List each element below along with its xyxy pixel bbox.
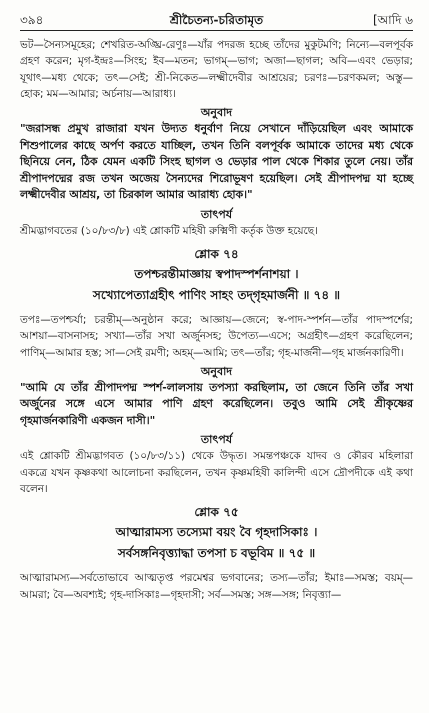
page-header <box>20 8 413 30</box>
translation-verse-73: "জরাসন্ধ প্রমুখ রাজারা যখন উদ্যত ধনুর্বাণ নিয়ে সেখানে দাঁড়িয়েছিল এবং আমাকে শিশুপালের কাছে অর্পণ করতে যাচ্ছিল, তখন তিনি বলপূর্বক আমাকে তাদের মধ্য থেকে ছিনিয়ে নেন, ঠিক যেমন একটি সিংহ ছাগল ও ভেড়ার পাল থেকে শিকার তুলে নেয়। তাঁর শ্রীপাদপদ্মের রজ তখন অজেয় সৈন্যদের শিরোভূষণ হয়েছিল। সেই শ্রীপাদপদ্ম যা হচ্ছে লক্ষ্মীদেবীর আশ্রয়, তা চিরকাল আমার আরাধ্য হোক।" <box>20 122 413 202</box>
verse-74-line-1: তপশ্চরন্তীমাজ্ঞায় স্বপাদস্পর্শনাশয়া । <box>134 266 299 281</box>
word-gloss-verse-73: ভট—সৈন্যসমূহের; শেখরিত-অঙ্ঘ্রি-রেণুঃ—যাঁর পদরজ হচ্ছে তাঁদের মুকুটমণি; নিন্যে—বলপূর্বক গ্রহণ করেন; মৃগ-ইন্দ্রঃ—সিংহ; ইব—মতন; ভাগম্—ভাগ; অজা—ছাগল; অবি—এবং ভেড়ার; যূথাৎ—মধ্য থেকে; তৎ—সেই; শ্রী-নিকেত—লক্ষ্মীদেবীর আশ্রয়ের; চরণঃ—চরণকমল; অস্তু—হোক; মম—আমার; অর্চনায়—আরাধ্য। <box>20 39 413 100</box>
word-gloss-verse-74: তপঃ—তপশ্চর্যা; চরন্তীম্—অনুষ্ঠান করে; আজ্ঞায়—জেনে; স্ব-পাদ-স্পর্শন—তাঁর পাদস্পর্শের; আশয়া—বাসনাসহ; সখ্যা—তাঁর সখা অর্জুনসহ; উপেত্য—এসে; অগ্রহীৎ—গ্রহণ করেছিলেন; পাণিম্—আমার হস্ত; সা—সেই রমণী; অহম্—আমি; তৎ—তাঁর; গৃহ-মার্জনী—গৃহ মার্জনকারিণী। <box>20 313 413 359</box>
word-gloss-verse-75: আত্মারামস্য—সর্বতোভাবে আত্মতৃপ্ত পরমেশ্বর ভগবানের; তস্য—তাঁর; ইমাঃ—সমস্ত; বয়ম্—আমরা; বৈ—অবশ্যই; গৃহ-দাসিকাঃ—গৃহদাসী; সর্ব—সমস্ত; সঙ্গ—সঙ্গ; নিবৃত্ত্যা— <box>20 572 413 601</box>
translation-heading: অনুবাদ <box>200 106 233 120</box>
verse-75-title: শ্লোক ৭৫ <box>194 505 239 520</box>
verse-75-line-1: আত্মারামস্য তস্যেমা বয়ং বৈ গৃহদাসিকাঃ । <box>115 525 318 540</box>
verse-74-title: শ্লোক ৭৪ <box>194 246 239 261</box>
purport-heading: তাৎপর্য <box>200 207 233 221</box>
verse-74-line-2: সখ্যোপেত্যাগ্রহীৎ পাণিং সাহং তদ্‌গৃহমার্জনী ॥ ৭৪ ॥ <box>92 287 341 302</box>
canto-chapter-label: [আদি ৬ <box>372 13 413 27</box>
purport-verse-73: শ্রীমদ্ভাগবতের (১০/৮৩/৮) এই শ্লোকটি মহিষী রুক্মিণী কর্তৃক উক্ত হয়েছে। <box>20 224 318 237</box>
translation-verse-74: "আমি যে তাঁর শ্রীপাদপদ্ম স্পর্শ-লালসায় তপস্যা করছিলাম, তা জেনে তিনি তাঁর সখা অর্জুনের সঙ্গে এসে আমার পাণি গ্রহণ করেছিলেন। তবুও আমি সেই শ্রীকৃষ্ণের গৃহমার্জনকারিণী একজন দাসী।" <box>20 380 413 427</box>
purport-verse-74: এই শ্লোকটি শ্রীমদ্ভাগবত (১০/৮৩/১১) থেকে উদ্ধৃত। সমন্তপঞ্চকে যাদব ও কৌরব মহিলারা একত্রে যখন কৃষ্ণকথা আলোচনা করছিলেন, তখন কৃষ্ণমহিষী কালিন্দী এসে দ্রৌপদীকে এই কথা বলেন। <box>20 450 413 495</box>
page-number: ৩৯৪ <box>20 13 44 27</box>
translation-heading: অনুবাদ <box>200 364 233 378</box>
verse-75-line-2: সর্বসঙ্গনিবৃত্ত্যাদ্ধা তপসা চ বভূবিম ॥ ৭৫ ॥ <box>117 546 316 561</box>
purport-heading: তাৎপর্য <box>200 433 233 447</box>
running-title: শ্রীচৈতন্য-চরিতামৃত <box>169 13 264 27</box>
